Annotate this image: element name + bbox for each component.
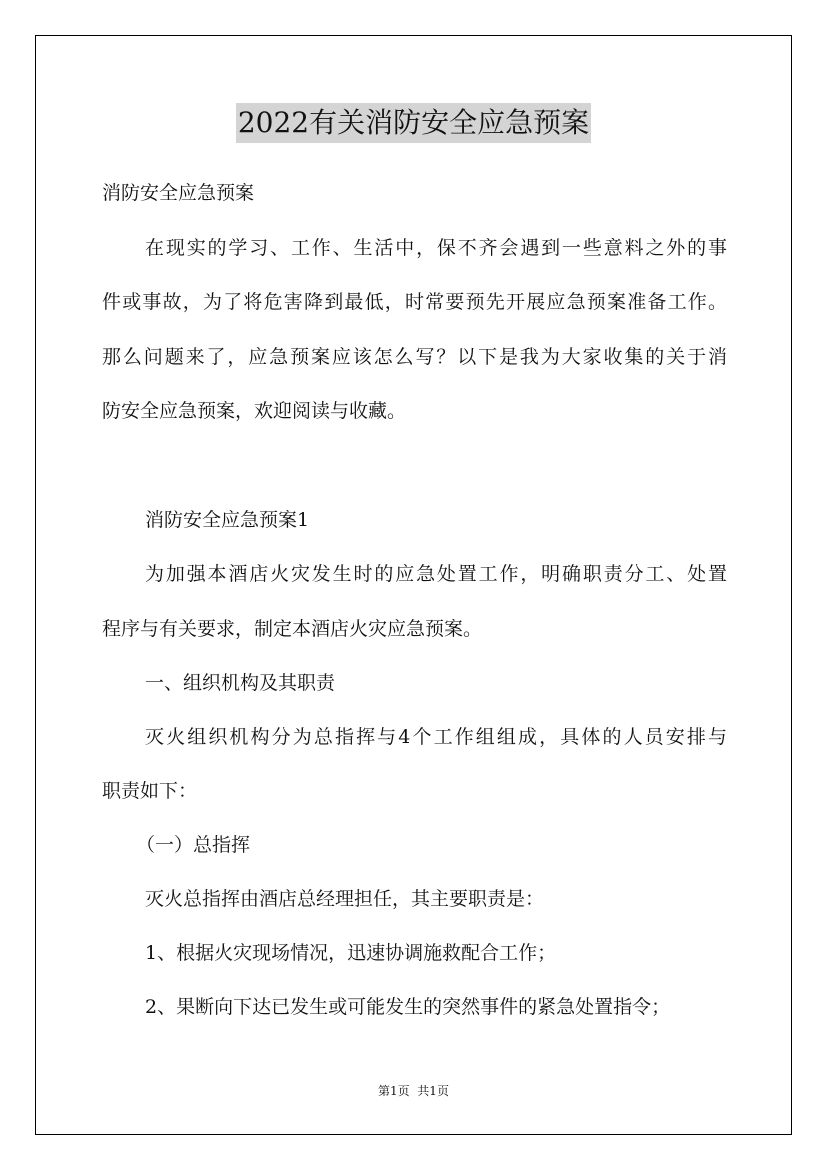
paragraph-line: 为加强本酒店火灾发生时的应急处置工作，明确职责分工、处置 — [145, 563, 727, 585]
paragraph-line: 灭火总指挥由酒店总经理担任，其主要职责是： — [145, 888, 545, 910]
list-item: 1、根据火灾现场情况，迅速协调施救配合工作； — [145, 942, 557, 964]
paragraph-line: 件或事故，为了将危害降到最低，时常要预先开展应急预案准备工作。 — [102, 291, 727, 313]
paragraph-line: 防安全应急预案，欢迎阅读与收藏。 — [102, 400, 407, 422]
page-footer: 第1页 共1页 — [378, 1084, 449, 1098]
document-title: 2022有关消防安全应急预案 — [236, 103, 591, 143]
subsection-heading: 一、组织机构及其职责 — [145, 672, 336, 694]
paragraph-line: 程序与有关要求，制定本酒店火灾应急预案。 — [102, 618, 483, 640]
title-container — [0, 103, 827, 143]
paragraph-line: 职责如下： — [102, 780, 198, 802]
document-subtitle: 消防安全应急预案 — [102, 182, 255, 204]
paragraph-line: 那么问题来了，应急预案应该怎么写？以下是我为大家收集的关于消 — [102, 346, 727, 368]
section-heading: 消防安全应急预案1 — [145, 509, 310, 531]
list-item: 2、果断向下达已发生或可能发生的突然事件的紧急处置指令； — [145, 996, 671, 1018]
paragraph-line: 灭火组织机构分为总指挥与4个工作组组成，具体的人员安排与 — [145, 726, 727, 748]
paragraph-line: 在现实的学习、工作、生活中，保不齐会遇到一些意料之外的事 — [145, 237, 727, 259]
subsection-heading: （一）总指挥 — [136, 834, 251, 856]
